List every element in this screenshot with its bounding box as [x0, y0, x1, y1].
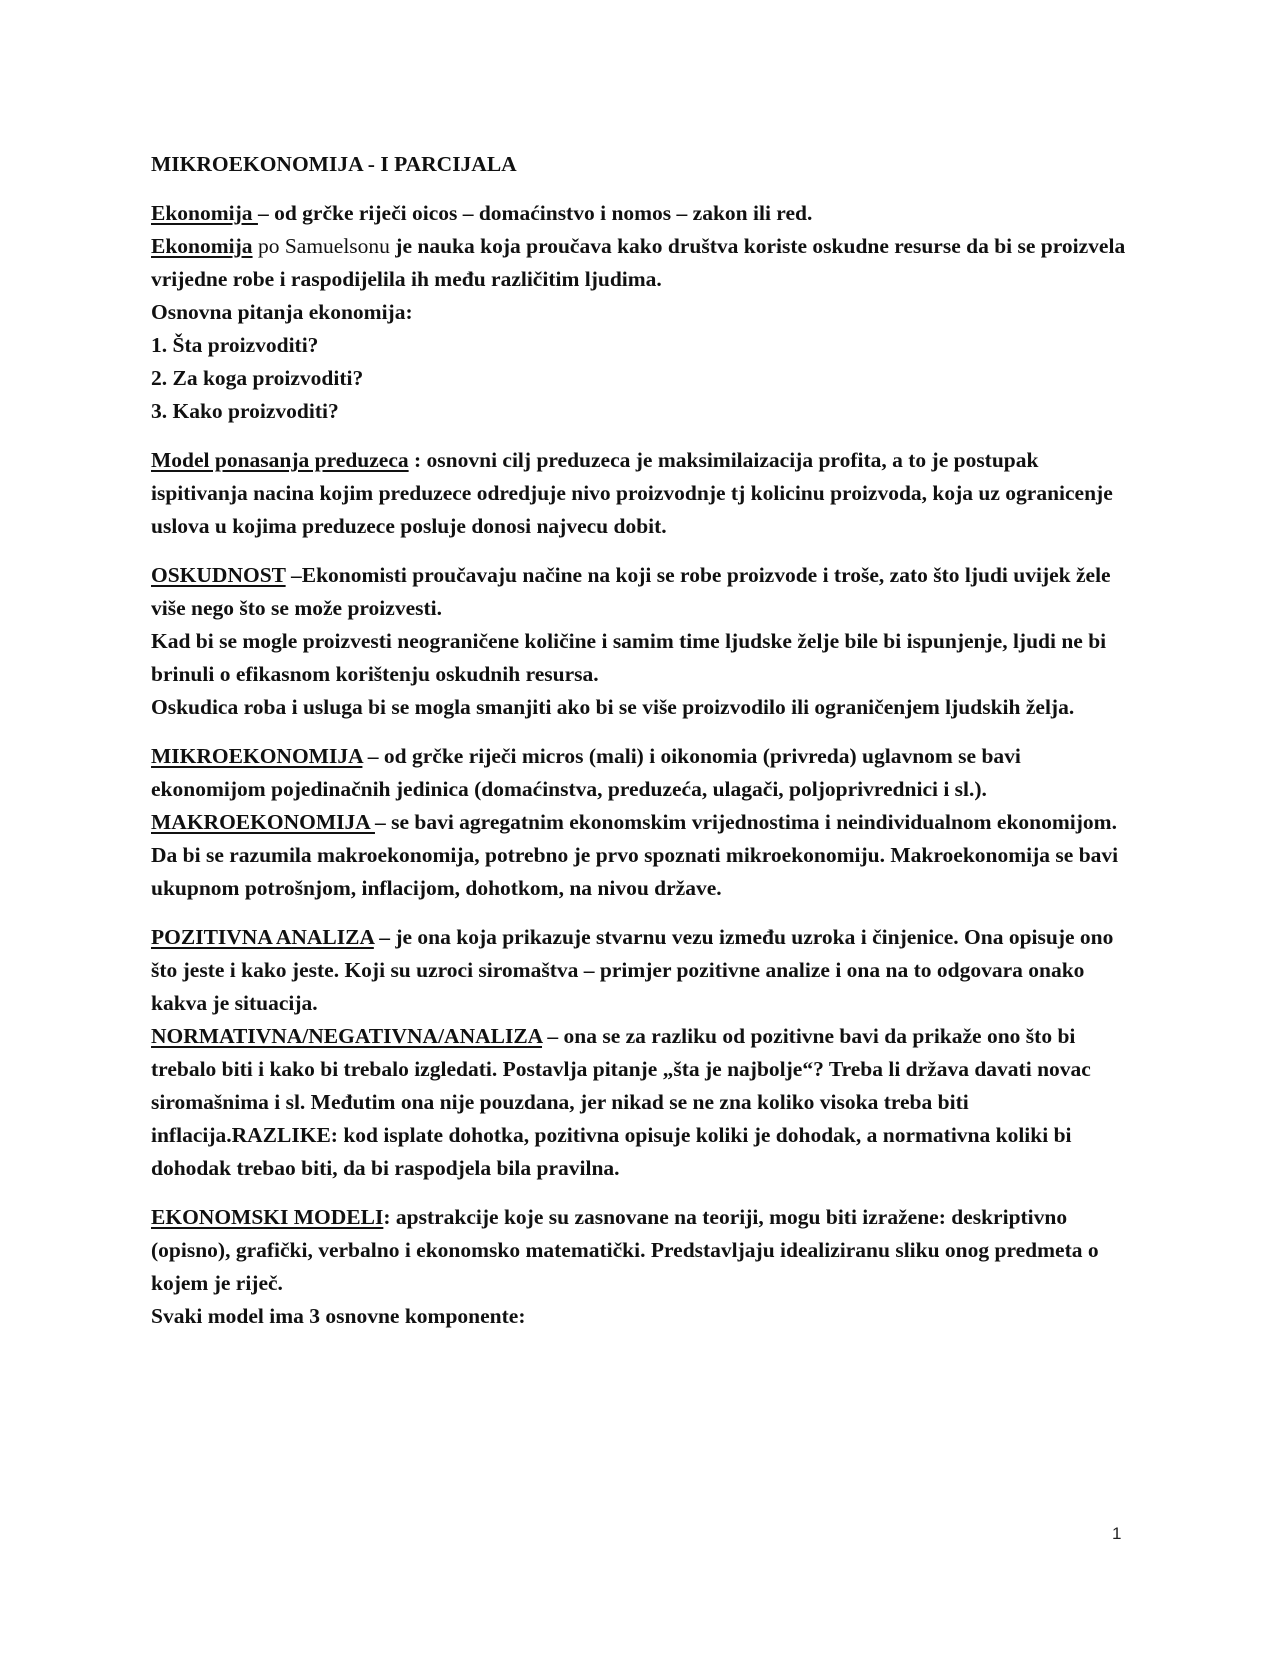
term-normativna-analiza: NORMATIVNA/NEGATIVNA/ANALIZA [151, 1024, 543, 1048]
term-makroekonomija: MAKROEKONOMIJA [151, 810, 375, 834]
paragraph-ekonomski-modeli [151, 1201, 1136, 1300]
section-model-ponasanja [151, 444, 1136, 543]
paragraph-ekonomija-definition [151, 197, 1136, 230]
paragraph-ekonomija-samuelson [151, 230, 1136, 296]
term-pozitivna-analiza: POZITIVNA ANALIZA [151, 925, 374, 949]
term-ekonomija: Ekonomija [151, 201, 258, 225]
term-ekonomija-2: Ekonomija [151, 234, 253, 258]
list-item: 3. Kako proizvoditi? [151, 399, 339, 423]
term-model-ponasanja: Model ponasanja preduzeca [151, 448, 409, 472]
definition-text: – od grčke riječi oicos – domaćinstvo i nomos – zakon ili red. [257, 201, 813, 225]
definition-text: – ona se za razliku od pozitivne bavi da prikaže ono što bi trebalo biti i kako bi trebalo izgledati. Postavlja pitanje „šta je najbolje“? Treba li država davati novac siromašnima i sl. Međutim ona nije pouzdana, jer nikad se ne zna koliko visoka treba biti inflacija.RAZLIKE: kod isplate dohotka, pozitivna opisuje koliki je dohodak, a normativna koliki bi dohodak trebao biti, da bi raspodjela bila pravilna. [151, 1024, 1091, 1180]
list-item: 1. Šta proizvoditi? [151, 333, 319, 357]
term-oskudnost: OSKUDNOST [151, 563, 286, 587]
section-mikro-makro [151, 740, 1136, 905]
definition-text: : apstrakcije koje su zasnovane na teoriji, mogu biti izražene: deskriptivno (opisno), grafički, verbalno i ekonomsko matematički. Predstavljaju idealiziranu sliku onog predmeta o kojem je riječ. [151, 1205, 1099, 1295]
section-ekonomski-modeli [151, 1201, 1136, 1333]
term-ekonomski-modeli: EKONOMSKI MODELI [151, 1205, 384, 1229]
paragraph-komponente: Svaki model ima 3 osnovne komponente: [151, 1304, 526, 1328]
page-number: 1 [1112, 1524, 1122, 1543]
definition-text: –Ekonomisti proučavaju načine na koji se robe proizvode i troše, zato što ljudi uvijek žele više nego što se može proizvesti. [151, 563, 1111, 620]
definition-text: – je ona koja prikazuje stvarnu vezu između uzroka i činjenice. Ona opisuje ono što jeste i kako jeste. Koji su uzroci siromaštva – primjer pozitivne analize i ona na to odgovara onako kakva je situacija. [151, 925, 1114, 1015]
definition-text: – se bavi agregatnim ekonomskim vrijednostima i neindividualnom ekonomijom. Da bi se razumila makroekonomija, potrebno je prvo spoznati mikroekonomiju. Makroekonomija se bavi ukupnom potrošnjom, inflacijom, dohotkom, na nivou države. [151, 810, 1119, 900]
paragraph-model [151, 444, 1136, 543]
definition-text: : osnovni cilj preduzeca je maksimilaizacija profita, a to je postupak ispitivanja nacina kojim preduzece odredjuje nivo proizvodnje tj kolicinu proizvoda, koja uz ogranicenje uslova u kojima preduzece posluje donosi najvecu dobit. [151, 448, 1113, 538]
term-mikroekonomija: MIKROEKONOMIJA [151, 744, 363, 768]
paragraph-pozitivna-analiza [151, 921, 1136, 1020]
paragraph-mikroekonomija [151, 740, 1136, 806]
section-analiza [151, 921, 1136, 1185]
document-title: MIKROEKONOMIJA - I PARCIJALA [151, 152, 517, 176]
definition-text: je nauka koja proučava kako društva koriste oskudne resurse da bi se proizvela vrijedne robe i raspodijelila ih među različitim ljudima. [151, 234, 1126, 291]
section-oskudnost [151, 559, 1136, 724]
samuelson-text: po Samuelsonu [252, 234, 390, 258]
paragraph-normativna-analiza [151, 1020, 1136, 1185]
definition-text: – od grčke riječi micros (mali) i oikonomia (privreda) uglavnom se bavi ekonomijom pojedinačnih jedinica (domaćinstva, preduzeća, ulagači, poljoprivrednici i sl.). [151, 744, 1021, 801]
section-ekonomija [151, 197, 1136, 428]
paragraph-oskudnost-2: Kad bi se mogle proizvesti neograničene količine i samim time ljudske želje bile bi ispunjenje, ljudi ne bi brinuli o efikasnom korištenju oskudnih resursa. [151, 629, 1107, 686]
questions-heading: Osnovna pitanja ekonomija: [151, 300, 413, 324]
paragraph-oskudnost-3: Oskudica roba i usluga bi se mogla smanjiti ako bi se više proizvodilo ili ograničenjem ljudskih želja. [151, 695, 1075, 719]
list-item: 2. Za koga proizvoditi? [151, 366, 364, 390]
document-page [151, 148, 1136, 1349]
paragraph-oskudnost-1 [151, 559, 1136, 625]
paragraph-makroekonomija [151, 806, 1136, 905]
